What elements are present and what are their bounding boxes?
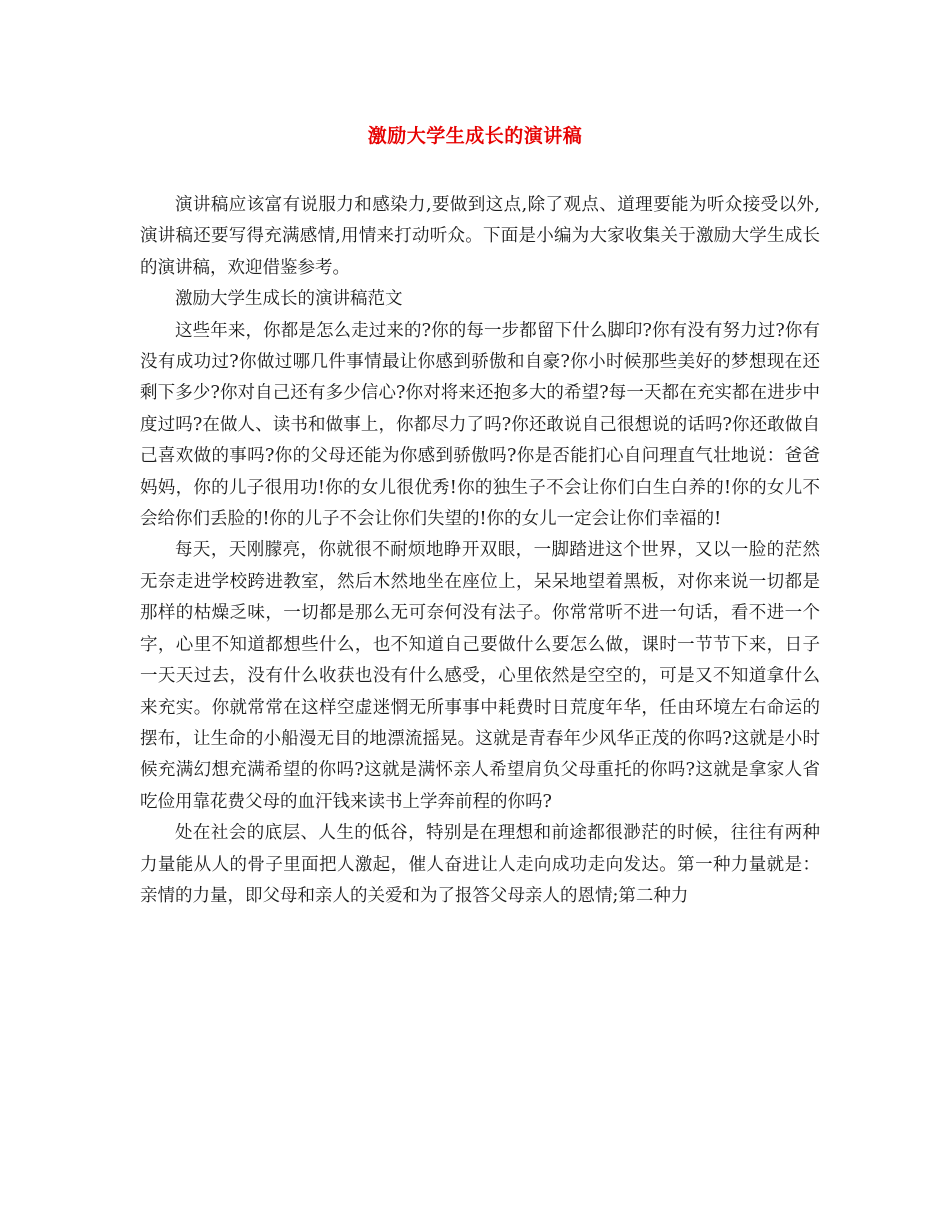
paragraph-questions: 这些年来，你都是怎么走过来的?你的每一步都留下什么脚印?你有没有努力过?你有没有成功过?你做过哪几件事情最让你感到骄傲和自豪?你小时候那些美好的梦想现在还剩下多少?你对自己还有多少信心?你对将来还抱多大的希望?每一天都在充实都在进步中度过吗?在做人、读书和做事上，你都尽力了吗?你还敢说自己很想说的话吗?你还敢做自己喜欢做的事吗?你的父母还能为你感到骄傲吗?你是否能扪心自问理直气壮地说：爸爸妈妈，你的儿子很用功!你的女儿很优秀!你的独生子不会让你们白生白养的!你的女儿不会给你们丢脸的!你的儿子不会让你们失望的!你的女儿一定会让你们幸福的!: [140, 320, 820, 530]
paragraph-two-forces: 处在社会的底层、人生的低谷，特别是在理想和前途都很渺茫的时候，往往有两种力量能从人的骨子里面把人激起，催人奋进让人走向成功走向发达。第一种力量就是：亲情的力量，即父母和亲人的关爱和为了报答父母亲人的恩情;第二种力: [140, 823, 820, 906]
document-body: [140, 190, 820, 912]
paragraph-intro: 演讲稿应该富有说服力和感染力,要做到这点,除了观点、道理要能为听众接受以外,演讲稿还要写得充满感情,用情来打动听众。下面是小编为大家收集关于激励大学生成长的演讲稿，欢迎借鉴参考。: [140, 195, 820, 278]
paragraph-daily-life: 每天，天刚朦亮，你就很不耐烦地睁开双眼，一脚踏进这个世界，又以一脸的茫然无奈走进学校跨进教室，然后木然地坐在座位上，呆呆地望着黑板，对你来说一切都是那样的枯燥乏味，一切都是那么无可奈何没有法子。你常常听不进一句话，看不进一个字，心里不知道都想些什么，也不知道自己要做什么要怎么做，课时一节节下来，日子一天天过去，没有什么收获也没有什么感受，心里依然是空空的，可是又不知道拿什么来充实。你就常常在这样空虚迷惘无所事事中耗费时日荒度年华，任由环境左右命运的摆布，让生命的小船漫无目的地漂流摇晃。这就是青春年少风华正茂的你吗?这就是小时候充满幻想充满希望的你吗?这就是满怀亲人希望肩负父母重托的你吗?这就是拿家人省吃俭用靠花费父母的血汗钱来读书上学奔前程的你吗?: [140, 540, 820, 812]
paragraph-subheading: 激励大学生成长的演讲稿范文: [175, 289, 403, 310]
document-title: 激励大学生成长的演讲稿: [367, 125, 583, 147]
